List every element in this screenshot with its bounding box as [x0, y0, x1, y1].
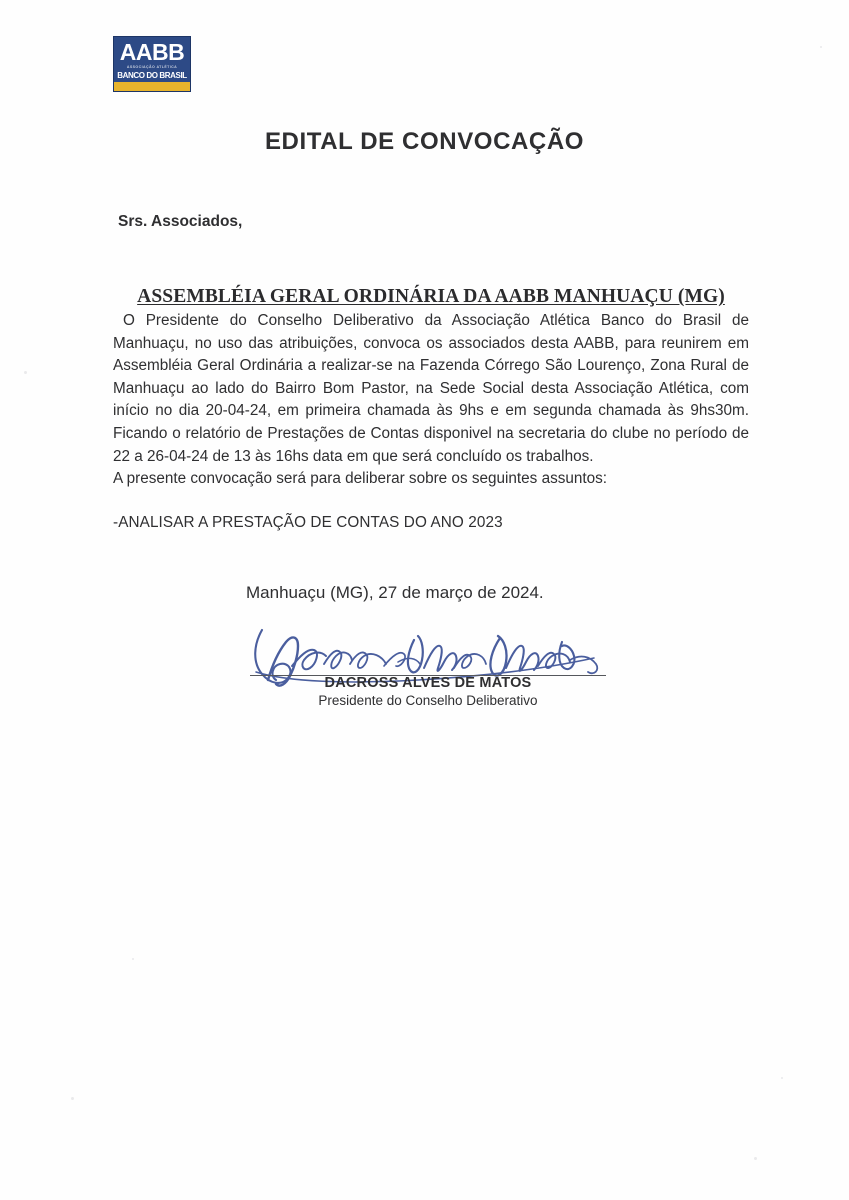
- scan-speckle: [754, 1157, 757, 1160]
- signatory-name: DACROSS ALVES DE MATOS: [324, 675, 532, 691]
- scan-speckle: [132, 958, 134, 960]
- page-title: EDITAL DE CONVOCAÇÃO: [264, 128, 585, 155]
- closing-paragraph: A presente convocação será para deliberar sobre os seguintes assuntos:: [113, 470, 608, 488]
- logo-association-text: ASSOCIAÇÃO ATLÉTICA: [126, 65, 178, 69]
- agenda-item: -ANALISAR A PRESTAÇÃO DE CONTAS DO ANO 2023: [113, 514, 503, 531]
- place-and-date: Manhuaçu (MG), 27 de março de 2024.: [246, 583, 544, 602]
- logo-acronym-text: AABB: [119, 39, 185, 65]
- scan-speckle: [24, 371, 27, 374]
- logo-gold-band: [114, 82, 190, 91]
- assembly-heading: ASSEMBLÉIA GERAL ORDINÁRIA DA AABB MANHUAÇU (MG): [137, 286, 725, 307]
- aabb-logo: [113, 36, 191, 92]
- document-body: [113, 286, 749, 491]
- scan-speckle: [71, 1097, 74, 1100]
- scan-speckle: [820, 46, 822, 48]
- signatory-role: Presidente do Conselho Deliberativo: [318, 693, 538, 708]
- signature-block: [248, 622, 608, 717]
- salutation-text: Srs. Associados,: [118, 213, 243, 230]
- logo-bank-text: BANCO DO BRASIL: [117, 71, 187, 80]
- scan-speckle: [781, 1077, 783, 1079]
- main-paragraph: O Presidente do Conselho Deliberativo da Associação Atlética Banco do Brasil de Manhuaçu, no uso das atribuições, convoca os associados desta AABB, para reunirem em Assembléia Geral Ordinária a realizar-se na Fazenda Córrego São Lourenço, Zona Rural de Manhuaçu ao lado do Bairro Bom Pastor, na Sede Social desta Associação Atlética, com início no dia 20-04-24, em primeira chamada às 9hs e em segunda chamada às 9hs30m. Ficando o relatório de Prestações de Contas disponivel na secretaria do clube no período de 22 a 26-04-24 de 13 às 16hs data em que será concluído os trabalhos.: [113, 312, 749, 465]
